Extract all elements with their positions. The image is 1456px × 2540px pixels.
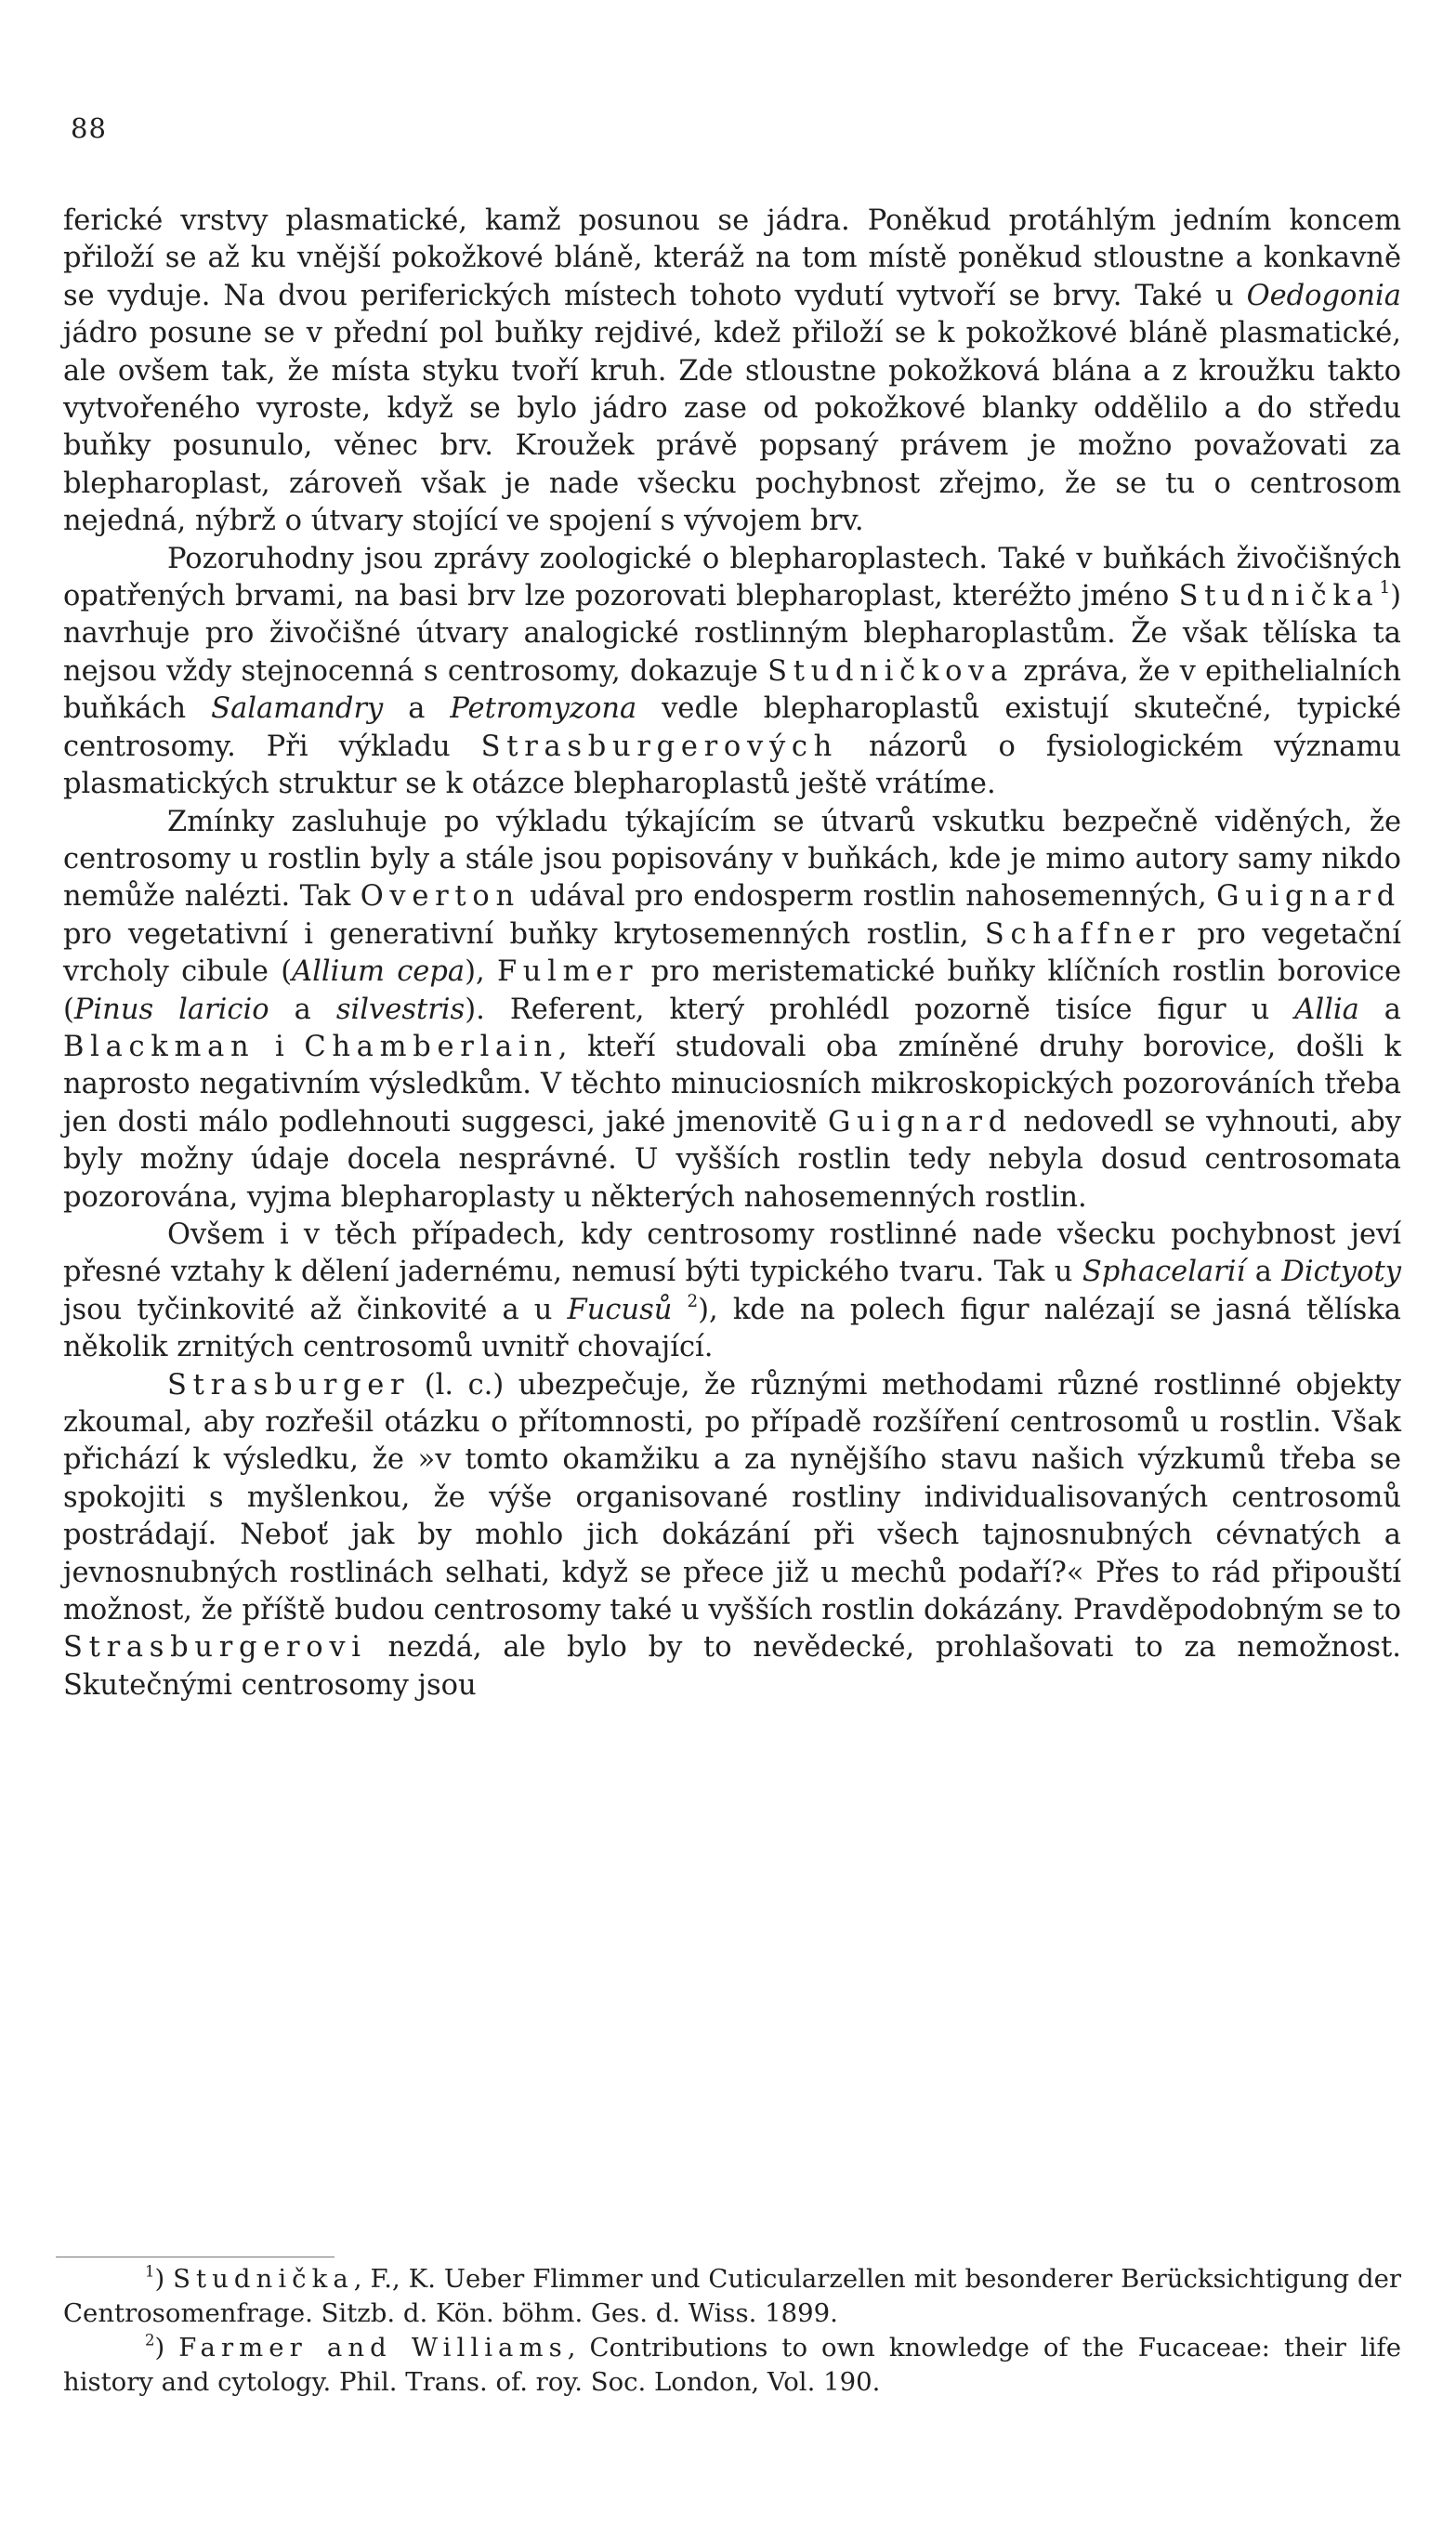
italic-term: Petromyzona bbox=[450, 692, 637, 726]
paragraph bbox=[63, 1367, 1401, 1705]
spaced-name: Studnička bbox=[173, 2264, 354, 2294]
footnote-marker: 1 bbox=[145, 2262, 155, 2281]
text-run: ) bbox=[154, 2264, 174, 2294]
footnotes bbox=[63, 2262, 1401, 2400]
text-run: pro vegetační vrcholy cibule ( bbox=[63, 917, 1401, 989]
text-run: , F., K. Ueber Flimmer und Cuticularzellen mit besonderer Berücksichtigung der Centrosomenfrage. Sitzb. d. Kön. böhm. Ges. d. Wiss. 1899. bbox=[63, 2264, 1401, 2328]
text-run: , Contributions to own knowledge of the Fucaceae: their life history and cytology. Phil. Trans. of. roy. Soc. London, Vol. 190. bbox=[63, 2333, 1401, 2397]
text-run: Pozoruhodny jsou zprávy zoologické o blepharoplastech. Také v buňkách živočišných opatřených brvami, na basi brv lze pozorovati blepharoplast, kteréžto jméno bbox=[63, 542, 1401, 613]
text-run: ) bbox=[154, 2333, 179, 2362]
italic-term: Oedogonia bbox=[1246, 279, 1401, 312]
spaced-name: Schaffner bbox=[984, 917, 1181, 951]
text-run: jádro posune se v přední pol buňky rejdivé, kdež přiloží se k pokožkové bláně plasmatické, ale ovšem tak, že místa styku tvoří kruh. Zde stloustne pokožková blána a z kroužku takto vytvořeného vyroste, když se bylo jádro zase od pokožkové blanky oddělilo a do středu buňky posunulo, věnec brv. Kroužek právě popsaný právem je možno považovati za blepharoplast, zároveň však je nade všecku pochybnost zřejmo, že se tu o centrosom nejedná, nýbrž o útvary stojící ve spojení s vývojem brv. bbox=[63, 317, 1401, 538]
italic-term: Allium cepa bbox=[292, 955, 466, 989]
spaced-name: Overton bbox=[360, 880, 520, 914]
text-run: vedle blepharoplastů existují skutečné, typické centrosomy. Při výkladu bbox=[63, 692, 1401, 763]
text-run: a bbox=[269, 993, 336, 1026]
text-run: ), kde na polech figur nalézají se jasná tělíska několik zrnitých centrosomů uvnitř chovající. bbox=[63, 1293, 1401, 1364]
spaced-name: Strasburger bbox=[167, 1368, 411, 1402]
paragraph bbox=[63, 541, 1401, 804]
text-run: udával pro endosperm rostlin nahosemenných, bbox=[519, 880, 1217, 914]
italic-term: Salamandry bbox=[211, 692, 384, 726]
footnote-marker: 1 bbox=[1379, 578, 1391, 599]
spaced-name: Strasburgerovi bbox=[63, 1631, 367, 1665]
text-run: ), bbox=[465, 955, 497, 989]
spaced-name: Studničkova bbox=[767, 654, 1014, 688]
footnote-marker: 2 bbox=[145, 2331, 155, 2349]
text-run: Zmínky zasluhuje po výkladu týkajícím se útvarů vskutku bezpečně viděných, že centrosomy u rostlin byly a stále jsou popisovány v buňkách, kde je mimo autory samy nikdo nemůže nalézti. Tak bbox=[63, 805, 1401, 914]
italic-term: Pinus laricio bbox=[73, 993, 269, 1026]
spaced-name: Studnička bbox=[1178, 580, 1380, 613]
spaced-name: Strasburgerových bbox=[480, 730, 839, 763]
footnote bbox=[63, 2331, 1401, 2400]
italic-term: Dictyoty bbox=[1281, 1256, 1401, 1289]
text-run: ) navrhuje pro živočišné útvary analogické rostlinným blepharoplastům. Že však tělíska ta nejsou vždy stejnocenná s centrosomy, dokazuje bbox=[63, 580, 1401, 688]
text-run: pro vegetativní i generativní buňky krytosemenných rostlin, bbox=[63, 917, 985, 951]
text-run: i bbox=[255, 1030, 305, 1063]
text-run: ferické vrstvy plasmatické, kamž posunou se jádra. Poněkud protáhlým jedním koncem přiloží se až ku vnější pokožkové bláně, kteráž na tom místě poněkud stloustne a konkavně se vyduje. Na dvou periferických místech tohoto vydutí vytvoří se brvy. Také u bbox=[63, 204, 1401, 312]
spaced-name: Chamberlain bbox=[304, 1030, 558, 1063]
spaced-name: Farmer and Williams bbox=[178, 2333, 568, 2362]
text-run: jsou tyčinkovité až činkovité a u bbox=[63, 1293, 568, 1326]
text-run: nezdá, ale bylo by to nevědecké, prohlašovati to za nemožnost. Skutečnými centrosomy jsou bbox=[63, 1631, 1401, 1702]
body-text bbox=[63, 203, 1401, 1704]
page-number: 88 bbox=[71, 112, 107, 144]
text-run: nedovedl se vyhnouti, aby byly možny údaje docela nesprávné. U vyšších rostlin tedy nebyla dosud centrosomata pozorována, vyjma blepharoplasty u některých nahosemenných rostlin. bbox=[63, 1105, 1401, 1214]
paragraph bbox=[63, 804, 1401, 1217]
footnote bbox=[63, 2262, 1401, 2331]
spaced-name: Fulmer bbox=[496, 955, 639, 989]
paragraph bbox=[63, 203, 1401, 541]
text-run: pro meristematické buňky klíčních rostlin borovice ( bbox=[63, 955, 1401, 1026]
text-run: a bbox=[1245, 1256, 1282, 1289]
text-run bbox=[672, 1294, 687, 1326]
spaced-name: Guignard bbox=[828, 1105, 1013, 1138]
text-run: Ovšem i v těch případech, kdy centrosomy rostlinné nade všecku pochybnost jeví přesné vztahy k dělení jadernému, nemusí býti typického tvaru. Tak u bbox=[63, 1217, 1401, 1289]
text-run: (l. c.) ubezpečuje, že různými methodami různé rostlinné objekty zkoumal, aby rozřešil otázku o přítomnosti, po případě rozšíření centrosomů u rostlin. Však přichází k výsledku, že »v tomto okamžiku a za nynějšího stavu našich výzkumů třeba se spokojiti s myšlenkou, že výše organisované rostliny individualisovaných centrosomů postrádají. Neboť jak by mohlo jich dokázání při všech tajnosnubných cévnatých a jevnosnubných rostlinách selhati, když se přece již u mechů podaří?« Přes to rád připouští možnost, že příště budou centrosomy také u vyšších rostlin dokázány. Pravděpodobným se to bbox=[63, 1368, 1401, 1627]
text-run: zpráva, že v epithelialních buňkách bbox=[63, 654, 1401, 726]
text-run: , kteří studovali oba zmíněné druhy borovice, došli k naprosto negativním výsledkům. V těchto minuciosních mikroskopických pozorováních třeba jen dosti málo podlehnouti suggesci, jaké jmenovitě bbox=[63, 1030, 1401, 1138]
spaced-name: Blackman bbox=[63, 1030, 256, 1063]
spaced-name: Guignard bbox=[1216, 880, 1401, 914]
text-run: a bbox=[383, 692, 451, 726]
footnote-marker: 2 bbox=[687, 1291, 699, 1311]
italic-term: Allia bbox=[1294, 993, 1359, 1026]
italic-term: Fucusů bbox=[567, 1293, 673, 1326]
text-run: názorů o fysiologickém významu plasmatických struktur se k otázce blepharoplastů ještě vrátíme. bbox=[63, 730, 1401, 801]
text-run: a bbox=[1358, 993, 1401, 1026]
italic-term: Sphacelarií bbox=[1082, 1256, 1246, 1289]
paragraph bbox=[63, 1217, 1401, 1367]
text-run: ). Referent, který prohlédl pozorně tisíce figur u bbox=[465, 993, 1295, 1026]
italic-term: silvestris bbox=[335, 993, 466, 1026]
